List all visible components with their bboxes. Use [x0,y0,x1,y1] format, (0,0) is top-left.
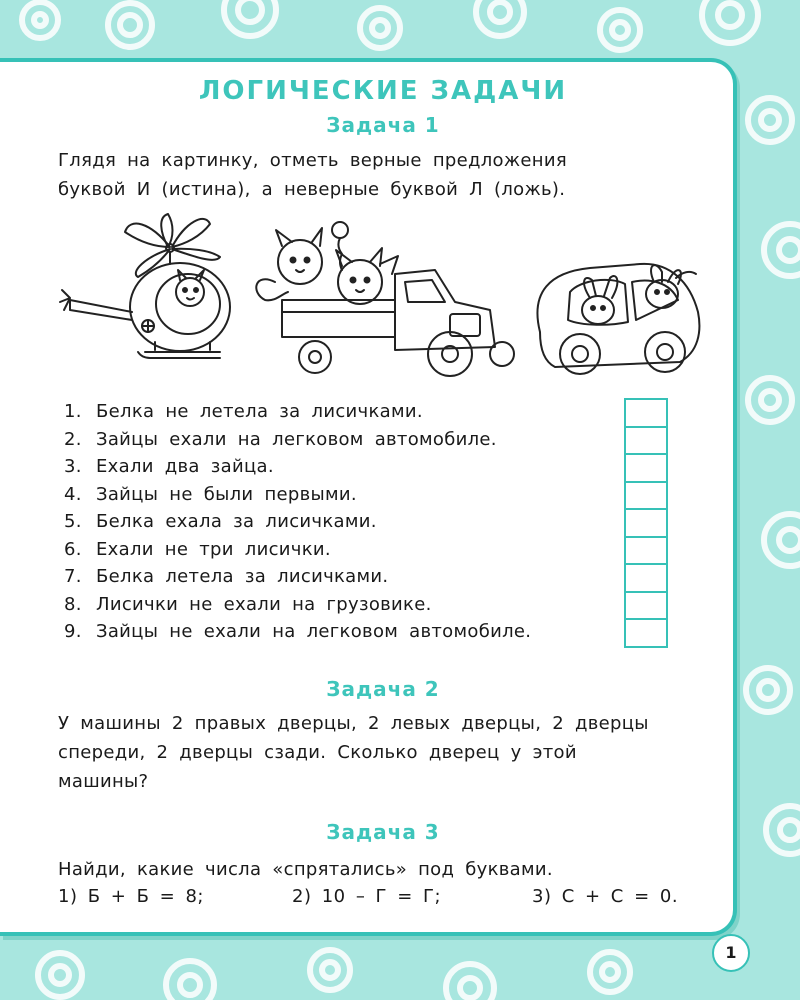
task2-text-line: машины? [58,771,149,792]
statement-text: Ехали два зайца. [96,456,274,477]
equation-1: 1) Б + Б = 8; [58,886,204,907]
equation-2: 2) 10 – Г = Г; [292,886,442,907]
statement-text: Зайцы не ехали на легковом автомобиле. [96,621,532,642]
statement-item [64,536,531,564]
helicopter-with-squirrel-picture [60,214,230,358]
answer-box[interactable] [626,538,666,566]
task2-text [58,709,718,796]
equation-3: 3) С + С = 0. [532,886,679,907]
statement-item [64,398,531,426]
statement-item [64,591,531,619]
statement-text: Белка летела за лисичками. [96,566,389,587]
task3-heading: Задача 3 [326,820,440,844]
statement-number: 3. [64,456,82,477]
task1-illustration [50,202,710,392]
task3-equations [58,886,718,914]
task3-instruction: Найди, какие числа «спрятались» под буквами. [58,859,553,880]
statement-item [64,426,531,454]
statement-number: 7. [64,566,82,587]
statement-number: 8. [64,593,82,615]
answer-box[interactable] [626,400,666,428]
statement-item [64,453,531,481]
task2-heading: Задача 2 [326,677,440,701]
task2-text-line: У машины 2 правых дверцы, 2 левых дверцы, 2 дверцы [58,713,649,734]
statement-text: Лисички не ехали на грузовике. [96,593,432,615]
truck-with-foxes-picture [256,222,514,376]
statement-number: 4. [64,483,82,505]
statement-text: Ехали не три лисички. [96,538,331,560]
statement-text: Зайцы не были первыми. [96,483,357,505]
task1-statements-list [64,398,531,646]
statement-number: 6. [64,538,82,560]
task1-heading: Задача 1 [326,113,440,137]
answer-box[interactable] [626,565,666,593]
statement-item [64,481,531,509]
task1-instruction-line: Глядя на картинку, отметь верные предложения [58,150,567,171]
task1-instructions [58,146,718,204]
answer-box[interactable] [626,483,666,511]
answer-box[interactable] [626,455,666,483]
statement-number: 5. [64,511,82,532]
answer-box[interactable] [626,620,666,648]
statement-text: Белка не летела за лисичками. [96,401,423,422]
statement-number: 1. [64,401,82,422]
statement-item [64,508,531,536]
statement-text: Зайцы ехали на легковом автомобиле. [96,428,497,450]
statement-number: 9. [64,621,82,642]
answer-boxes-column [624,398,668,648]
statement-item [64,563,531,591]
page-title: ЛОГИЧЕСКИЕ ЗАДАЧИ [198,76,568,106]
statement-item [64,618,531,646]
statement-number: 2. [64,428,82,450]
task2-text-line: спереди, 2 дверцы сзади. Сколько дверец у этой [58,742,577,763]
task1-instruction-line: буквой И (истина), а неверные буквой Л (ложь). [58,179,566,200]
answer-box[interactable] [626,510,666,538]
car-with-rabbits-picture [537,264,699,374]
answer-box[interactable] [626,428,666,456]
statement-text: Белка ехала за лисичками. [96,511,377,532]
answer-box[interactable] [626,593,666,621]
page-number: 1 [712,934,750,972]
